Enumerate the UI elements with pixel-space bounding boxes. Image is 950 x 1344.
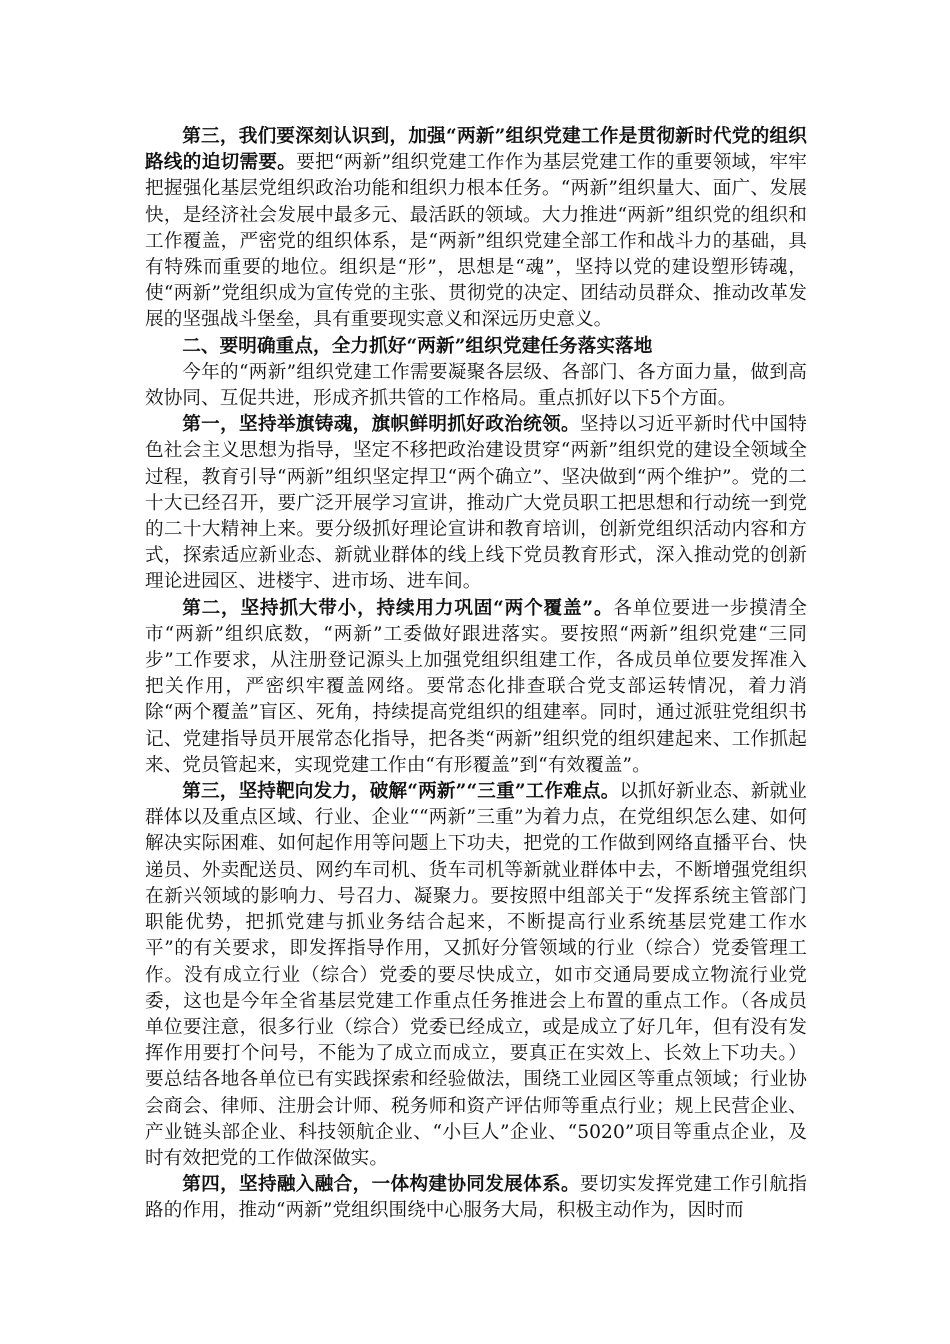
paragraph-body: 各单位要进一步摸清全市“两新”组织底数，“两新”工委做好跟进落实。要按照“两新”组织党建“三同步”工作要求，从注册登记源头上加强党组织组建工作，各成员单位要发挥准入把关作用，严密织牢覆盖网络。要常态化排查联合党支部运转情况，着力消除“两个覆盖”盲区、死角，持续提高党组织的组建率。同时，通过派驻党组织书记、党建指导员开展常态化指导，把各类“两新”组织党的组织建起来、工作抓起来、党员管起来，实现党建工作由“有形覆盖”到“有效覆盖”。 xyxy=(145,597,807,776)
paragraph-body: 今年的“两新”组织党建工作需要凝聚各层级、各部门、各方面力量，做到高效协同、互促共进，形成齐抓共管的工作格局。重点抓好以下5个方面。 xyxy=(145,361,807,410)
paragraph-body: 以抓好新业态、新就业群体以及重点区域、行业、企业““两新”三重”为着力点，在党组织怎么建、如何解决实际困难、如何起作用等问题上下功夫，把党的工作做到网络直播平台、快递员、外卖配送员、网约车司机、货车司机等新就业群体中去，不断增强党组织在新兴领域的影响力、号召力、凝聚力。要按照中组部关于“发挥系统主管部门职能优势，把抓党建与抓业务结合起来，不断提高行业系统基层党建工作水平”的有关要求，即发挥指导作用，又抓好分管领域的行业（综合）党委管理工作。没有成立行业（综合）党委的要尽快成立，如市交通局要成立物流行业党委，这也是今年全省基层党建工作重点任务推进会上布置的重点工作。（各成员单位要注意，很多行业（综合）党委已经成立，或是成立了好几年，但有没有发挥作用要打个问号，不能为了成立而成立，要真正在实效上、长效上下功夫。）要总结各地各单位已有实践探索和经验做法，围绕工业园区等重点领域；行业协会商会、律师、注册会计师、税务师和资产评估师等重点行业；规上民营企业、产业链头部企业、科技领航企业、“小巨人”企业、“5020”项目等重点企业，及时有效把党的工作做深做实。 xyxy=(145,781,807,1169)
paragraph-body: 要把“两新”组织党建工作作为基层党建工作的重要领域，牢牢把握强化基层党组织政治功能和组织力根本任务。“两新”组织量大、面广、发展快，是经济社会发展中最多元、最活跃的领域。大力推进“两新”组织党的组织和工作覆盖，严密党的组织体系，是“两新”组织党建全部工作和战斗力的基础，具有特殊而重要的地位。组织是“形”，思想是“魂”，坚持以党的建设塑形铸魂，使“两新”党组织成为宣传党的主张、贯彻党的决定、团结动员群众、推动改革发展的坚强战斗堡垒，具有重要现实意义和深远历史意义。 xyxy=(145,152,807,331)
paragraph-body: 要切实发挥党建工作引航指路的作用，推动“两新”党组织围绕中心服务大局，积极主动作为，因时而 xyxy=(145,1174,807,1222)
paragraph-lead: 第三，我们要深刻认识到，加强“两新”组织党建工作是贯彻新时代党的组织路线的迫切需要。 xyxy=(145,126,807,174)
paragraph-third-awareness xyxy=(145,124,807,334)
paragraph-intro xyxy=(145,360,807,412)
paragraph-lead: 第三，坚持靶向发力，破解“两新”“三重”工作难点。 xyxy=(182,781,620,803)
paragraph-second-point xyxy=(145,596,807,779)
paragraph-third-point xyxy=(145,779,807,1172)
paragraph-lead: 第二，坚持抓大带小，持续用力巩固“两个覆盖”。 xyxy=(182,597,614,619)
paragraph-fourth-point xyxy=(145,1172,807,1224)
document-page xyxy=(145,124,807,1225)
section-heading-two: 二、要明确重点，全力抓好“两新”组织党建任务落实落地 xyxy=(182,335,653,357)
paragraph-first-point xyxy=(145,412,807,595)
paragraph-lead: 第四，坚持融入融合，一体构建协同发展体系。 xyxy=(182,1174,580,1196)
paragraph-body: 坚持以习近平新时代中国特色社会主义思想为指导，坚定不移把政治建设贯穿“两新”组织党的建设全领域全过程，教育引导“两新”组织坚定捍卫“两个确立”、坚决做到“两个维护”。党的二十大已经召开，要广泛开展学习宣讲，推动广大党员职工把思想和行动统一到党的二十大精神上来。要分级抓好理论宣讲和教育培训，创新党组织活动内容和方式，探索适应新业态、新就业群体的线上线下党员教育形式，深入推动党的创新理论进园区、进楼宇、进市场、进车间。 xyxy=(145,414,807,593)
paragraph-lead: 第一，坚持举旗铸魂，旗帜鲜明抓好政治统领。 xyxy=(182,414,580,436)
